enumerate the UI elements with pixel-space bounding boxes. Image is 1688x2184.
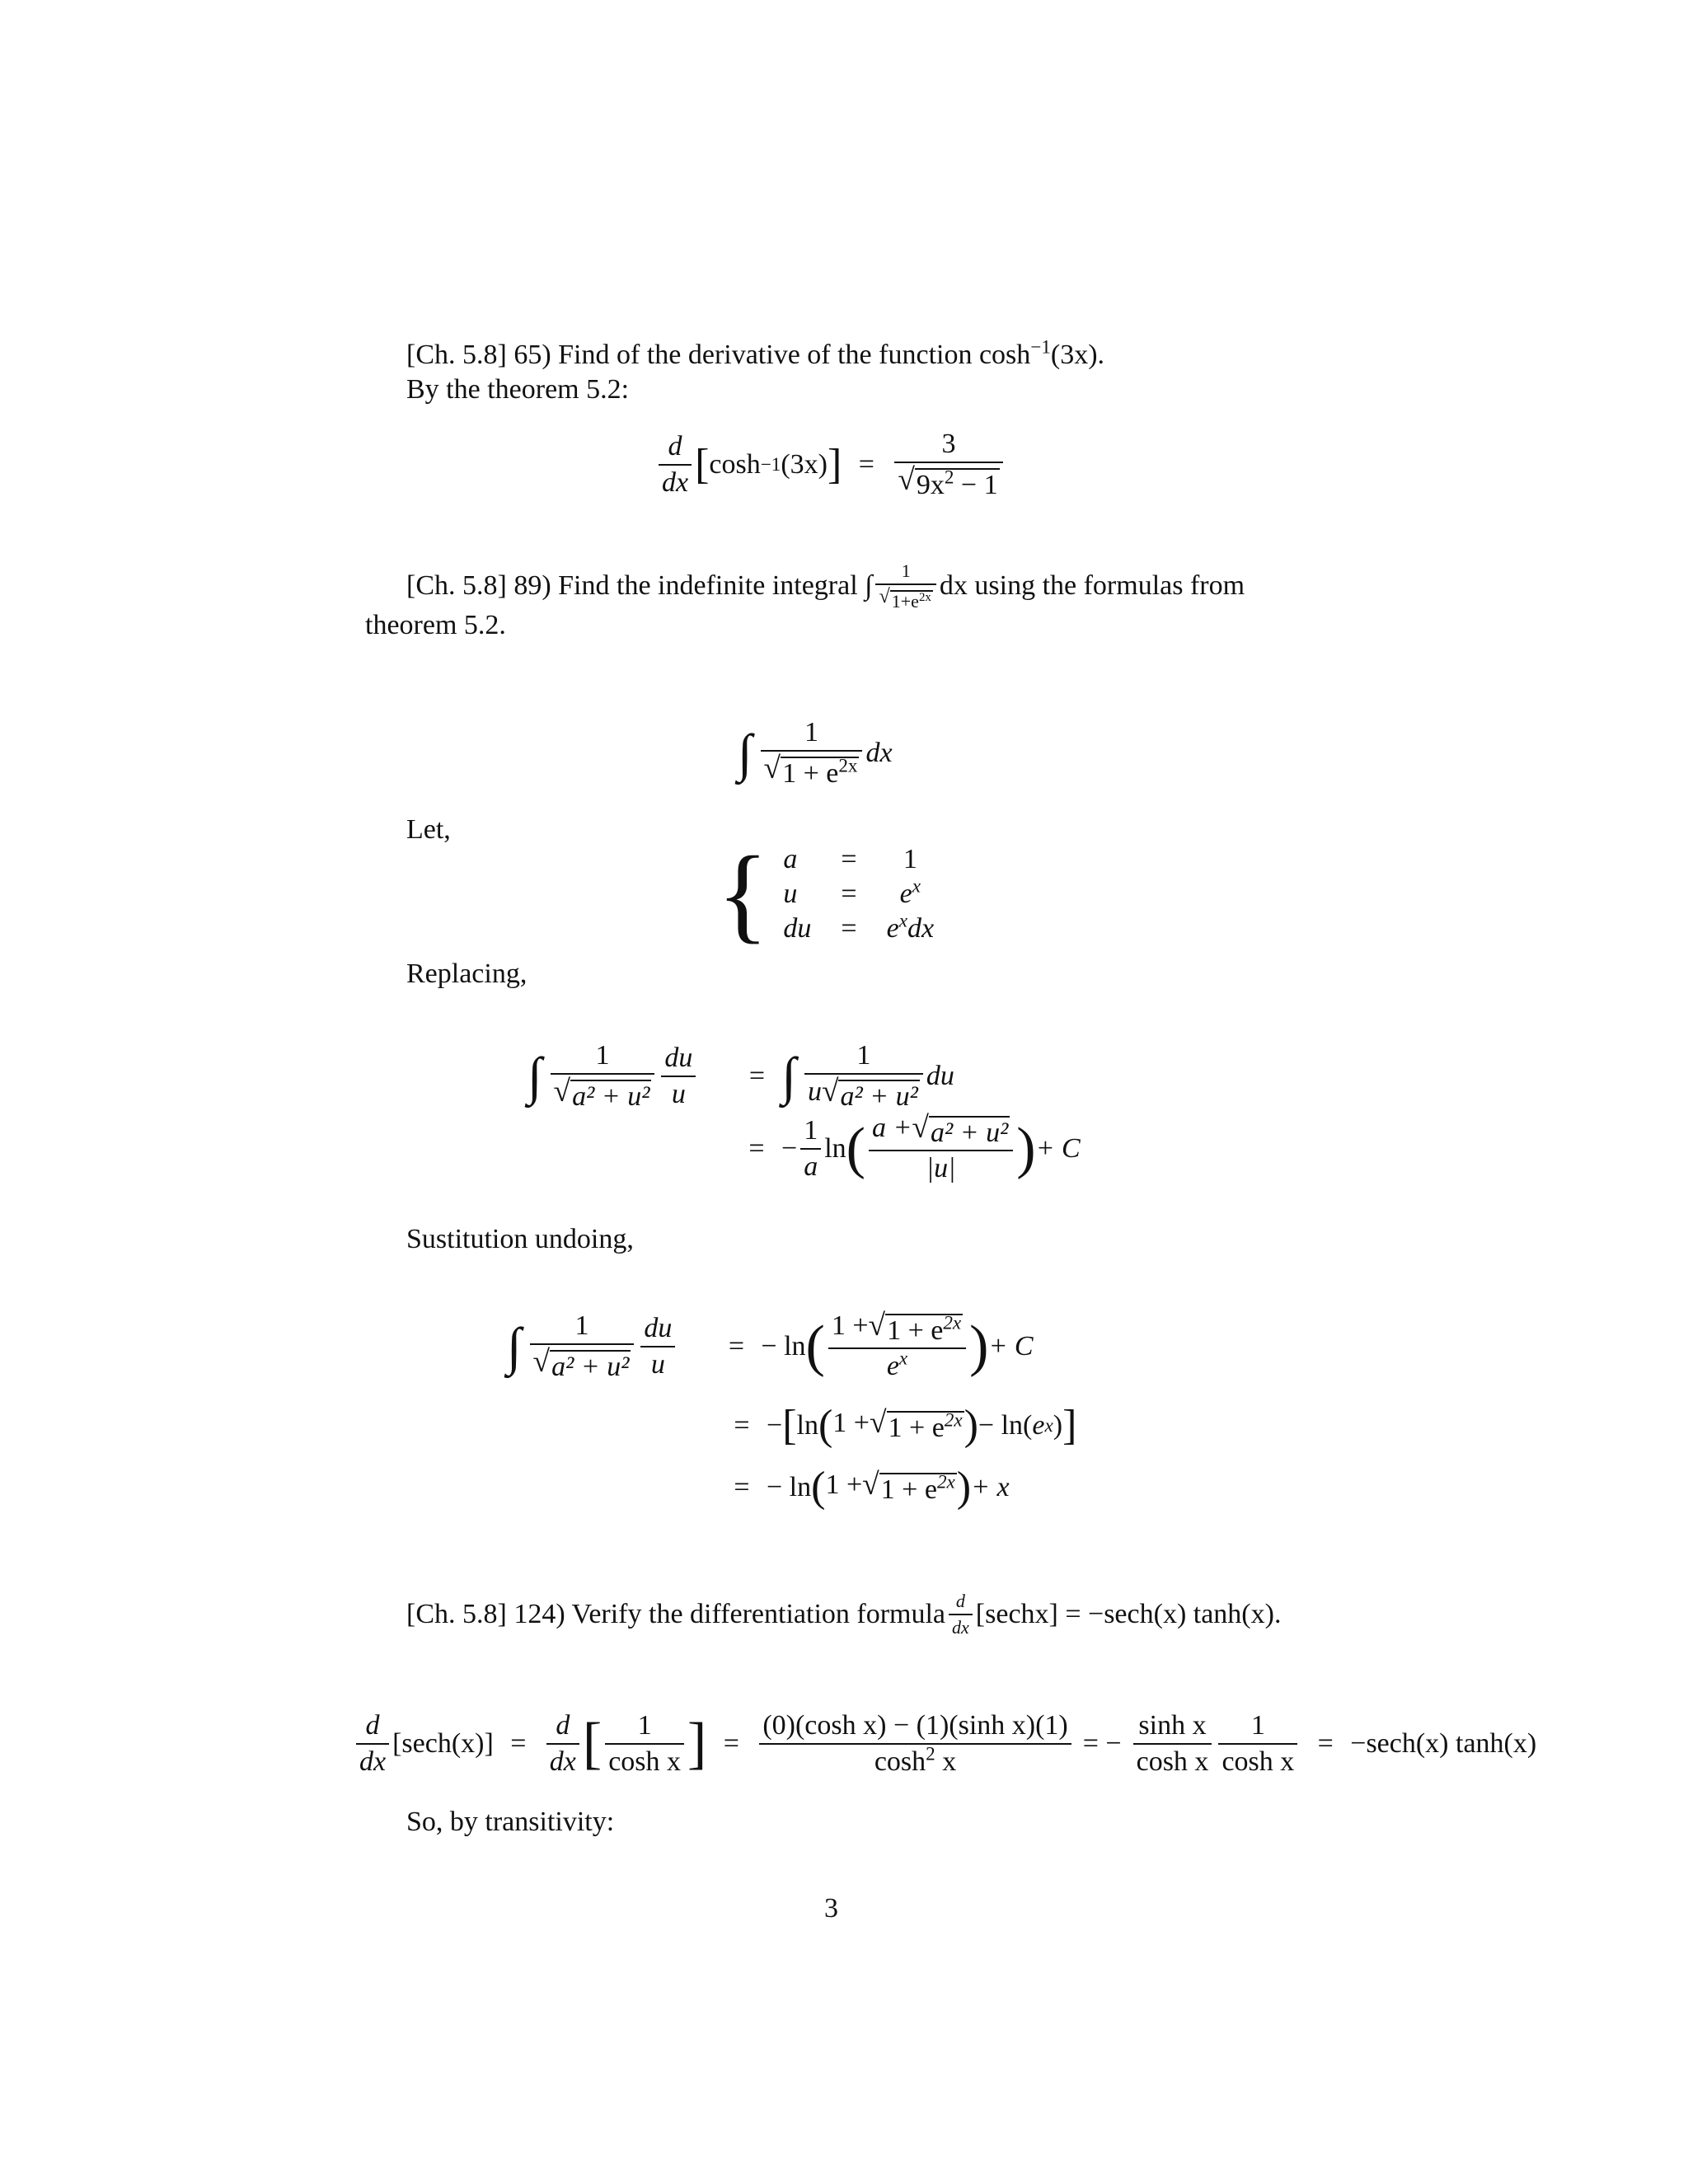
p89-und2-rb: ] bbox=[1062, 1402, 1077, 1449]
p124-eq-rb: ] bbox=[687, 1712, 707, 1775]
p65-eq-fn: cosh bbox=[709, 448, 761, 480]
p65-heading: [Ch. 5.8] 65) Find of the derivative of the function cosh bbox=[406, 340, 1031, 370]
p124-eq-dn3: cosh bbox=[874, 1746, 926, 1777]
p89-rep1-int: ∫ bbox=[528, 1046, 542, 1105]
p89-und1-num2: du bbox=[640, 1313, 675, 1347]
p124-eq-dx: dx bbox=[359, 1746, 387, 1777]
p89-rep2-minus: − bbox=[781, 1132, 798, 1164]
p89-und2-lb: [ bbox=[782, 1402, 797, 1449]
undoing-row-2: = − [ ln ( 1 + √ $1 + e^{2x}$ ) − ln ( e x ) ] bbox=[717, 1401, 1076, 1450]
replacing-label: Replacing, bbox=[406, 958, 528, 989]
p89-rep1-eq: = bbox=[748, 1060, 765, 1091]
p65-eq-rad: 9x bbox=[916, 470, 945, 500]
p89-rep2-inner-num-pre: a + bbox=[871, 1113, 912, 1143]
p89-und2-rp: ) bbox=[964, 1402, 978, 1449]
p65-eq-rad-sup: 2 bbox=[944, 466, 954, 489]
p89-und2-mid: − ln bbox=[978, 1409, 1024, 1441]
p89-system-1-rhs: e bbox=[899, 879, 912, 909]
p89-system-2-rhs-tail: dx bbox=[907, 913, 935, 944]
p89-und3-lp: ( bbox=[811, 1464, 826, 1511]
p89-integral-dx: dx bbox=[865, 737, 893, 768]
p89-rep1-den3-pre: u bbox=[807, 1076, 822, 1107]
p89-und3-pre: − ln bbox=[767, 1471, 812, 1502]
p124-eq-dn3-sup: 2 bbox=[926, 1743, 935, 1765]
p89-rep2-tail: + C bbox=[1035, 1132, 1081, 1164]
p65-eq-num: 3 bbox=[894, 429, 1002, 463]
equation-integral: ∫ 1 √ $1 + e^{2x}$ dx bbox=[738, 717, 893, 789]
p124-eq-n5: 1 bbox=[1218, 1710, 1297, 1745]
p89-heading-tail: dx using the formulas from bbox=[939, 570, 1245, 602]
p65-heading-tail: (3x). bbox=[1050, 340, 1105, 370]
p89-und3-inner-rad: 1 + e bbox=[880, 1474, 937, 1505]
p89-und2-rp2: ) bbox=[1053, 1409, 1063, 1441]
problem-65-line2: By the theorem 5.2: bbox=[406, 374, 630, 405]
problem-124-heading bbox=[406, 1591, 1281, 1638]
p89-system-0-rhs: 1 bbox=[903, 844, 917, 874]
p89-rep1-num3: 1 bbox=[804, 1040, 923, 1075]
p124-eq-eq1: = bbox=[510, 1728, 527, 1759]
p89-und2-ln: ln bbox=[796, 1409, 818, 1441]
p89-und1-inner-sup: 2x bbox=[943, 1312, 962, 1334]
p89-rep2-inner-den: |u| bbox=[926, 1153, 956, 1184]
p89-und1-pre: − ln bbox=[761, 1330, 806, 1361]
let-label: Let, bbox=[406, 814, 451, 845]
p89-inline-num: 1 bbox=[875, 560, 935, 585]
p124-heading: [Ch. 5.8] 124) Verify the differentiation formula bbox=[406, 1599, 946, 1629]
p89-rep2-inner-rad: a² + u² bbox=[930, 1118, 1009, 1148]
p124-eq-lb: [ bbox=[582, 1712, 603, 1775]
p89-und2-lp2: ( bbox=[1023, 1409, 1033, 1441]
p89-system-2-rhs: e bbox=[886, 913, 899, 944]
problem-89-heading: [Ch. 5.8] 89) Find the indefinite integral ∫ 1 √ $1+e^{2x}$ dx using the formulas from bbox=[406, 560, 1245, 612]
p89-rep2-ln: ln bbox=[824, 1132, 846, 1164]
p89-und1-eq: = bbox=[728, 1330, 744, 1361]
p89-und3-eq: = bbox=[734, 1471, 750, 1502]
p124-eq-eq4: = bbox=[1317, 1728, 1334, 1759]
undoing-row-3: = − ln ( 1 + √ $1 + e^{2x}$ ) + x bbox=[717, 1463, 1010, 1511]
p124-hd: d bbox=[949, 1591, 973, 1615]
p65-eq-d: d bbox=[659, 431, 692, 466]
p89-und3-rp: ) bbox=[956, 1464, 972, 1511]
p89-und1-lp: ( bbox=[805, 1314, 825, 1378]
p89-und2-e: e bbox=[1032, 1409, 1045, 1441]
p89-rep2-eq: = bbox=[748, 1132, 765, 1164]
p89-und1-rp: ) bbox=[969, 1314, 989, 1378]
p89-system-2-eq: = bbox=[841, 913, 857, 944]
p89-system-2-lhs: du bbox=[783, 913, 812, 944]
p89-system-0-eq: = bbox=[841, 844, 857, 874]
p124-eq-n4: sinh x bbox=[1133, 1710, 1212, 1745]
p89-system-1-lhs: u bbox=[783, 879, 798, 909]
p124-eq-eq2: = bbox=[723, 1728, 739, 1759]
p89-system-1-eq: = bbox=[841, 879, 857, 909]
p89-system-0-lhs: a bbox=[783, 844, 798, 874]
p89-rep1-den2: u bbox=[671, 1078, 686, 1109]
p65-eq-rb: ] bbox=[828, 441, 842, 489]
equation-sech-derivative bbox=[353, 1710, 1536, 1778]
p89-und1-inner-den-sup: x bbox=[898, 1347, 908, 1370]
p89-und1-tail: + C bbox=[988, 1330, 1034, 1361]
p89-und1-den2: u bbox=[650, 1348, 665, 1380]
p89-rep2-num: 1 bbox=[800, 1115, 821, 1150]
p89-integral-num: 1 bbox=[761, 717, 863, 752]
p65-eq-dx: dx bbox=[662, 466, 689, 498]
p124-eq-t1: [sech(x)] bbox=[392, 1728, 494, 1759]
p89-heading: [Ch. 5.8] 89) Find the indefinite integral ∫ bbox=[406, 570, 873, 602]
p89-und1-inner-den: e bbox=[886, 1351, 899, 1382]
equation-derivative-acosh: $\frac{d}{dx}$ [ cosh −1 (3x) ] = 3 √ $9x^2 - 1$ bbox=[655, 429, 1006, 500]
p124-eq-dx2: dx bbox=[549, 1746, 576, 1777]
p65-eq-eq: = bbox=[858, 448, 874, 480]
p89-integral-rad: 1 + e bbox=[782, 758, 839, 789]
p89-und2-pre: − bbox=[767, 1409, 783, 1441]
p89-und1-rad: a² + u² bbox=[551, 1352, 630, 1382]
p89-rep1-num2: du bbox=[661, 1043, 696, 1077]
p89-und1-num: 1 bbox=[530, 1310, 635, 1345]
p89-und2-eq: = bbox=[734, 1409, 750, 1441]
p89-system-2-rhs-sup: x bbox=[898, 910, 907, 932]
substitution-undoing-label: Sustitution undoing, bbox=[406, 1224, 634, 1254]
p89-und1-inner-pre: 1 + bbox=[831, 1310, 869, 1341]
p89-rep1-num: 1 bbox=[551, 1040, 655, 1075]
p124-eq-d2: d bbox=[546, 1710, 579, 1745]
p89-rep2-den: a bbox=[804, 1151, 818, 1182]
p124-eq-n2: 1 bbox=[605, 1710, 684, 1745]
p89-integral-sup: 2x bbox=[838, 755, 858, 777]
p65-eq-lb: [ bbox=[695, 441, 710, 489]
p89-inline-rad: 1+e bbox=[891, 591, 919, 612]
p89-rep1-du: du bbox=[926, 1060, 954, 1091]
p89-und1-inner-rad: 1 + e bbox=[887, 1315, 944, 1346]
p89-rep1-int2: ∫ bbox=[781, 1046, 796, 1105]
p124-eq-dn5: cosh x bbox=[1221, 1746, 1295, 1777]
p89-und1-int: ∫ bbox=[507, 1316, 522, 1376]
problem-89-line2: theorem 5.2. bbox=[365, 610, 506, 640]
replacing-row-1: ∫ 1 √ a² + u² $\frac{du}{u}$ = ∫ 1 u √ a² + u² du bbox=[528, 1040, 954, 1112]
p89-und3-tail: + x bbox=[971, 1471, 1010, 1502]
p89-rep2-lp: ( bbox=[846, 1116, 865, 1180]
p65-heading-sup: −1 bbox=[1030, 336, 1051, 359]
p89-inline-sup: 2x bbox=[918, 590, 931, 604]
p89-integral-int: ∫ bbox=[738, 723, 753, 782]
p89-und2-lp: ( bbox=[818, 1402, 833, 1449]
p65-eq-arg: (3x) bbox=[781, 448, 828, 480]
page-number: 3 bbox=[824, 1893, 838, 1924]
p124-eq-d: d bbox=[356, 1710, 389, 1745]
p89-rep2-rp: ) bbox=[1016, 1116, 1036, 1180]
p124-eq-n3: (0)(cosh x) − (1)(sinh x)(1) bbox=[759, 1710, 1071, 1745]
p124-heading-tail: [sechx] = −sech(x) tanh(x). bbox=[975, 1599, 1282, 1629]
p124-eq-dn3-tail: x bbox=[935, 1746, 957, 1777]
p65-eq-rad-tail: − 1 bbox=[954, 470, 998, 500]
problem-124-line2: So, by transitivity: bbox=[406, 1807, 615, 1837]
undoing-row-1: ∫ 1 √ a² + u² $\frac{du}{u}$ = − ln ( 1 + √ $1 + e^{2x}$ $e^x$ ) + C bbox=[507, 1309, 1034, 1382]
p124-eq-result: −sech(x) tanh(x) bbox=[1350, 1728, 1537, 1759]
p89-system-1-rhs-sup: x bbox=[912, 875, 921, 898]
p124-eq-eq3: = − bbox=[1082, 1728, 1122, 1759]
p124-hdx: dx bbox=[952, 1617, 969, 1638]
left-brace: { bbox=[717, 835, 769, 954]
p89-und3-inner-sup: 2x bbox=[936, 1471, 955, 1493]
p89-und3-inner-pre: 1 + bbox=[825, 1469, 863, 1500]
p124-eq-dn2: cosh x bbox=[608, 1746, 682, 1777]
replacing-row-2: = − $\frac{1}{a}$ ln ( a + √ a² + u² |u| ) + C bbox=[732, 1113, 1081, 1184]
p89-und2-inner-rad: 1 + e bbox=[888, 1412, 945, 1443]
p89-und2-inner-pre: 1 + bbox=[832, 1407, 870, 1438]
p89-rep1-rad3: a² + u² bbox=[840, 1081, 918, 1112]
problem-65-heading bbox=[406, 336, 1105, 371]
p89-und2-inner-sup: 2x bbox=[944, 1409, 963, 1432]
p124-eq-dn4: cosh x bbox=[1136, 1746, 1209, 1777]
p89-rep1-rad: a² + u² bbox=[572, 1081, 650, 1112]
substitution-system bbox=[717, 835, 949, 954]
